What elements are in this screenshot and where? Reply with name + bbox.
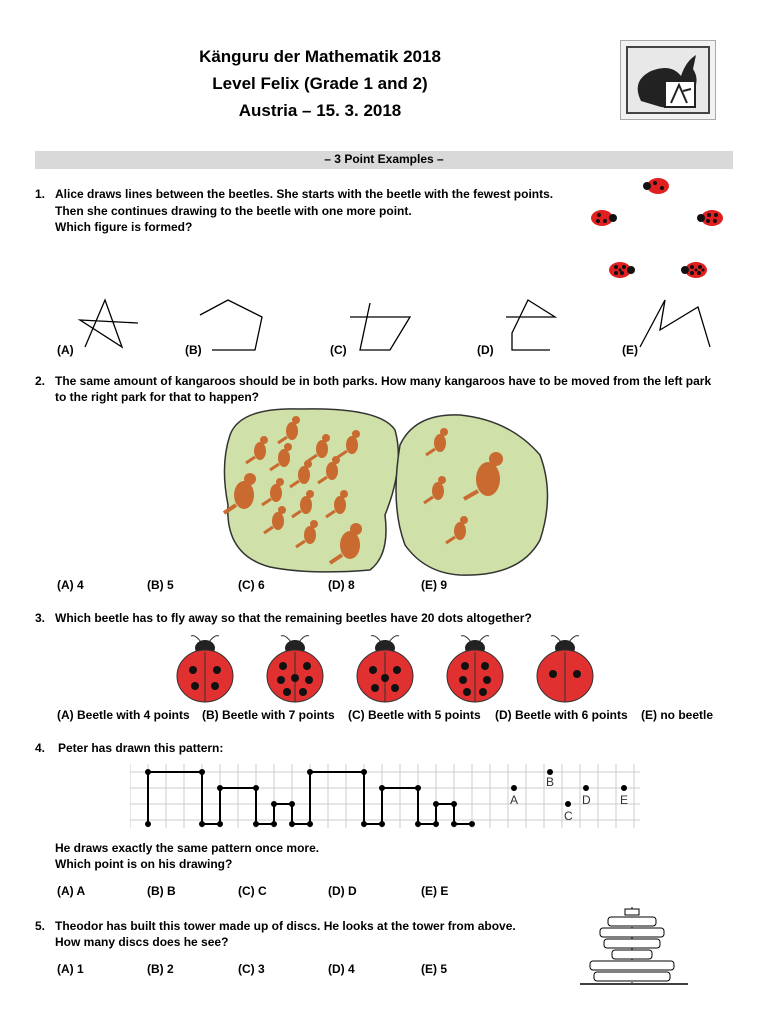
q5-option-e[interactable]: (E) 5 xyxy=(421,962,448,976)
ladybug-4-icon xyxy=(177,636,233,702)
q5-option-d[interactable]: (D) 4 xyxy=(328,962,355,976)
point-a xyxy=(511,785,517,791)
question-4-number: 4. xyxy=(35,741,46,755)
q3-option-c[interactable]: (C) Beetle with 5 points xyxy=(348,708,481,722)
q3-option-e[interactable]: (E) no beetle xyxy=(641,708,714,722)
q1-option-a[interactable]: (A) xyxy=(57,343,74,357)
question-5-line-1: Theodor has built this tower made up of discs. He looks at the tower from above. xyxy=(55,919,516,933)
q2-option-e[interactable]: (E) 9 xyxy=(421,578,448,592)
beetle-icon xyxy=(643,178,669,194)
kangaroo-logo xyxy=(620,40,716,120)
q4-option-c[interactable]: (C) C xyxy=(238,884,267,898)
q1-option-d[interactable]: (D) xyxy=(477,343,494,357)
q3-option-d[interactable]: (D) Beetle with 6 points xyxy=(495,708,628,722)
q4-option-b[interactable]: (B) B xyxy=(147,884,176,898)
question-5-number: 5. xyxy=(35,919,46,933)
question-4-after-line-1: He draws exactly the same pattern once more. xyxy=(55,841,320,855)
q5-option-c[interactable]: (C) 3 xyxy=(238,962,265,976)
q4-option-d[interactable]: (D) D xyxy=(328,884,357,898)
pattern-grid xyxy=(130,760,650,832)
q3-option-a[interactable]: (A) Beetle with 4 points xyxy=(57,708,190,722)
ladybugs-row xyxy=(160,630,610,705)
question-3-line-1: Which beetle has to fly away so that the remaining beetles have 20 dots altogether? xyxy=(55,611,532,625)
point-label-a: A xyxy=(510,793,519,807)
figure-a xyxy=(80,300,138,347)
ladybug-7-icon xyxy=(267,636,323,702)
q2-option-c[interactable]: (C) 6 xyxy=(238,578,265,592)
question-2-line-2: to the right park for that to happen? xyxy=(55,390,259,404)
figure-e xyxy=(640,300,710,347)
title-line-3: Austria – 15. 3. 2018 xyxy=(238,101,402,120)
question-1-line-3: Which figure is formed? xyxy=(55,220,193,234)
q5-option-a[interactable]: (A) 1 xyxy=(57,962,84,976)
drawn-pattern xyxy=(148,772,472,824)
question-1-line-1: Alice draws lines between the beetles. She starts with the beetle with the fewest points. xyxy=(55,187,554,201)
title-line-1: Känguru der Mathematik 2018 xyxy=(199,47,441,66)
figure-c xyxy=(350,303,410,350)
q2-option-d[interactable]: (D) 8 xyxy=(328,578,355,592)
q4-option-a[interactable]: (A) A xyxy=(57,884,86,898)
question-2-number: 2. xyxy=(35,374,46,388)
title-line-2: Level Felix (Grade 1 and 2) xyxy=(212,74,428,93)
q5-option-b[interactable]: (B) 2 xyxy=(147,962,174,976)
figure-d xyxy=(506,300,555,350)
point-label-b: B xyxy=(546,775,555,789)
question-4-after-line-2: Which point is on his drawing? xyxy=(55,857,233,871)
point-label-e: E xyxy=(620,793,629,807)
point-d xyxy=(583,785,589,791)
question-4-line-1: Peter has drawn this pattern: xyxy=(58,741,224,755)
point-label-c: C xyxy=(564,809,573,823)
figure-b xyxy=(200,300,262,350)
q4-option-e[interactable]: (E) E xyxy=(421,884,449,898)
disc-tower xyxy=(580,905,690,990)
question-1-number: 1. xyxy=(35,187,46,201)
point-c xyxy=(565,801,571,807)
question-1-line-2: Then she continues drawing to the beetle with one more point. xyxy=(55,204,412,218)
ladybug-5-icon xyxy=(357,636,413,702)
ladybug-6-icon xyxy=(447,636,503,702)
beetle-icon xyxy=(591,210,617,226)
q1-option-b[interactable]: (B) xyxy=(185,343,202,357)
ladybug-2-icon xyxy=(537,636,593,702)
q2-option-b[interactable]: (B) 5 xyxy=(147,578,174,592)
q1-option-e[interactable]: (E) xyxy=(622,343,638,357)
question-3-number: 3. xyxy=(35,611,46,625)
q2-option-a[interactable]: (A) 4 xyxy=(57,578,84,592)
beetle-icon xyxy=(609,262,635,278)
section-label: – 3 Point Examples – xyxy=(324,152,444,166)
point-e xyxy=(621,785,627,791)
beetle-icon xyxy=(697,210,723,226)
q3-option-b[interactable]: (B) Beetle with 7 points xyxy=(202,708,335,722)
q1-option-c[interactable]: (C) xyxy=(330,343,347,357)
point-label-d: D xyxy=(582,793,591,807)
beetle-icon xyxy=(681,262,707,278)
question-2-line-1: The same amount of kangaroos should be in both parks. How many kangaroos have to be moved from the left park xyxy=(55,374,712,388)
kangaroo-parks xyxy=(220,405,560,580)
beetles-cluster xyxy=(580,170,740,290)
question-5-line-2: How many discs does he see? xyxy=(55,935,229,949)
